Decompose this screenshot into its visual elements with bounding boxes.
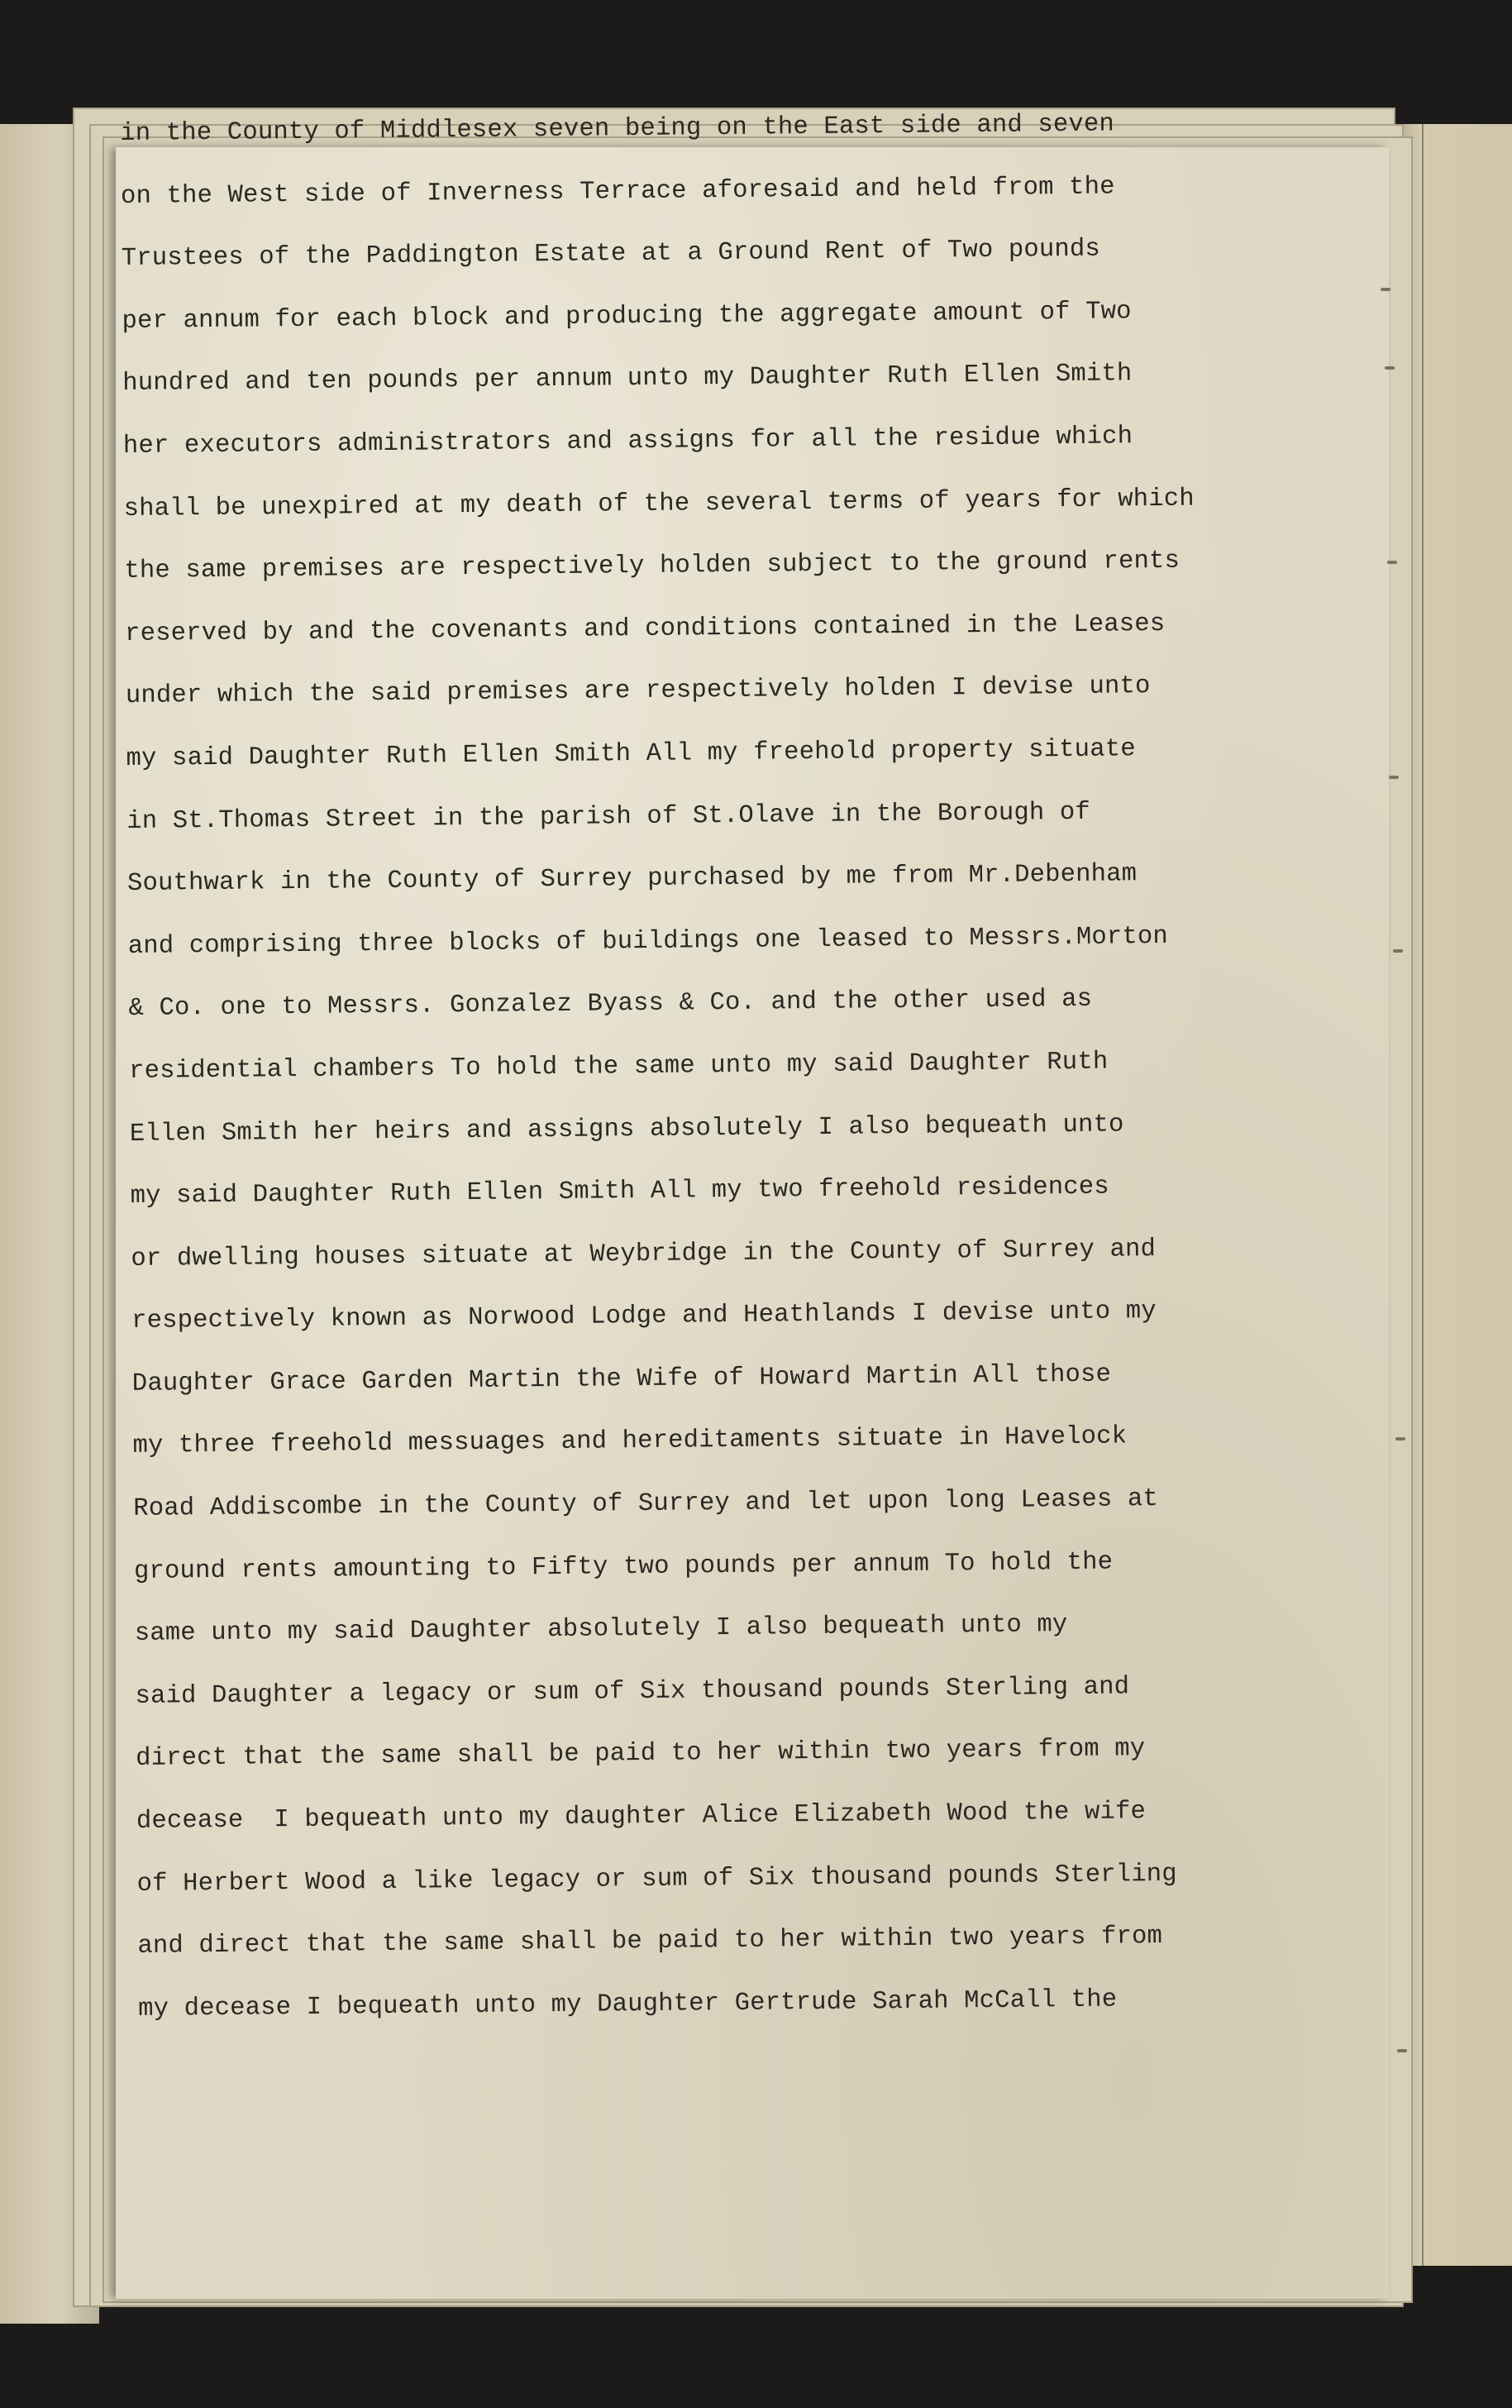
text-line: under which the said premises are respectively holden I devise unto (125, 672, 1151, 711)
text-line: hundred and ten pounds per annum unto my Daughter Ruth Ellen Smith (122, 360, 1133, 399)
text-line: decease I bequeath unto my daughter Alice Elizabeth Wood the wife (136, 1798, 1147, 1836)
text-line: in the County of Middlesex seven being on the East side and seven (120, 110, 1115, 148)
text-line: Southwark in the County of Surrey purchased by me from Mr.Debenham (126, 860, 1138, 899)
text-line: and comprising three blocks of buildings one leased to Messrs.Morton (127, 922, 1169, 961)
text-line: said Daughter a legacy or sum of Six thousand pounds Sterling and (135, 1673, 1130, 1711)
text-line: my three freehold messuages and hereditaments situate in Havelock (132, 1422, 1128, 1461)
text-line: Daughter Grace Garden Martin the Wife of Howard Martin All those (131, 1360, 1112, 1398)
text-line: of Herbert Wood a like legacy or sum of Six thousand pounds Sterling (136, 1860, 1177, 1899)
text-line: Trustees of the Paddington Estate at a Ground Rent of Two pounds (121, 235, 1101, 274)
text-line: residential chambers To hold the same unto my said Daughter Ruth (129, 1048, 1109, 1086)
text-line: the same premises are respectively holden subject to the ground rents (124, 547, 1181, 586)
text-line: reserved by and the covenants and conditions contained in the Leases (124, 609, 1166, 648)
text-line: per annum for each block and producing the aggregate amount of Two (122, 298, 1132, 336)
text-line: respectively known as Norwood Lodge and Heathlands I devise unto my (131, 1297, 1157, 1336)
text-line: my said Daughter Ruth Ellen Smith All my freehold property situate (126, 735, 1136, 773)
text-line: same unto my said Daughter absolutely I also bequeath unto my (134, 1611, 1068, 1649)
text-line: her executors administrators and assigns for all the residue which (122, 423, 1133, 461)
page-gutter-line (1422, 124, 1424, 2266)
text-line: & Co. one to Messrs. Gonzalez Byass & Co. and the other used as (128, 986, 1093, 1024)
text-line: direct that the same shall be paid to her within two years from my (136, 1735, 1146, 1774)
margin-mark (1397, 2049, 1407, 2052)
text-line: my decease I bequeath unto my Daughter Gertrude Sarah McCall the (137, 1985, 1118, 2023)
text-line: or dwelling houses situate at Weybridge in the County of Surrey and (131, 1235, 1157, 1273)
text-line: Ellen Smith her heirs and assigns absolutely I also bequeath unto (129, 1110, 1124, 1149)
document-body (120, 91, 1411, 2041)
text-line: in St.Thomas Street in the parish of St.Olave in the Borough of (126, 798, 1091, 836)
text-line: ground rents amounting to Fifty two pounds per annum To hold the (133, 1548, 1114, 1586)
text-line: my said Daughter Ruth Ellen Smith All my two freehold residences (130, 1173, 1110, 1211)
text-line: and direct that the same shall be paid to her within two years from (137, 1923, 1163, 1961)
text-line: shall be unexpired at my death of the several terms of years for which (123, 485, 1195, 523)
text-line: Road Addiscombe in the County of Surrey and let upon long Leases at (133, 1485, 1159, 1523)
text-line: on the West side of Inverness Terrace aforesaid and held from the (120, 173, 1115, 211)
